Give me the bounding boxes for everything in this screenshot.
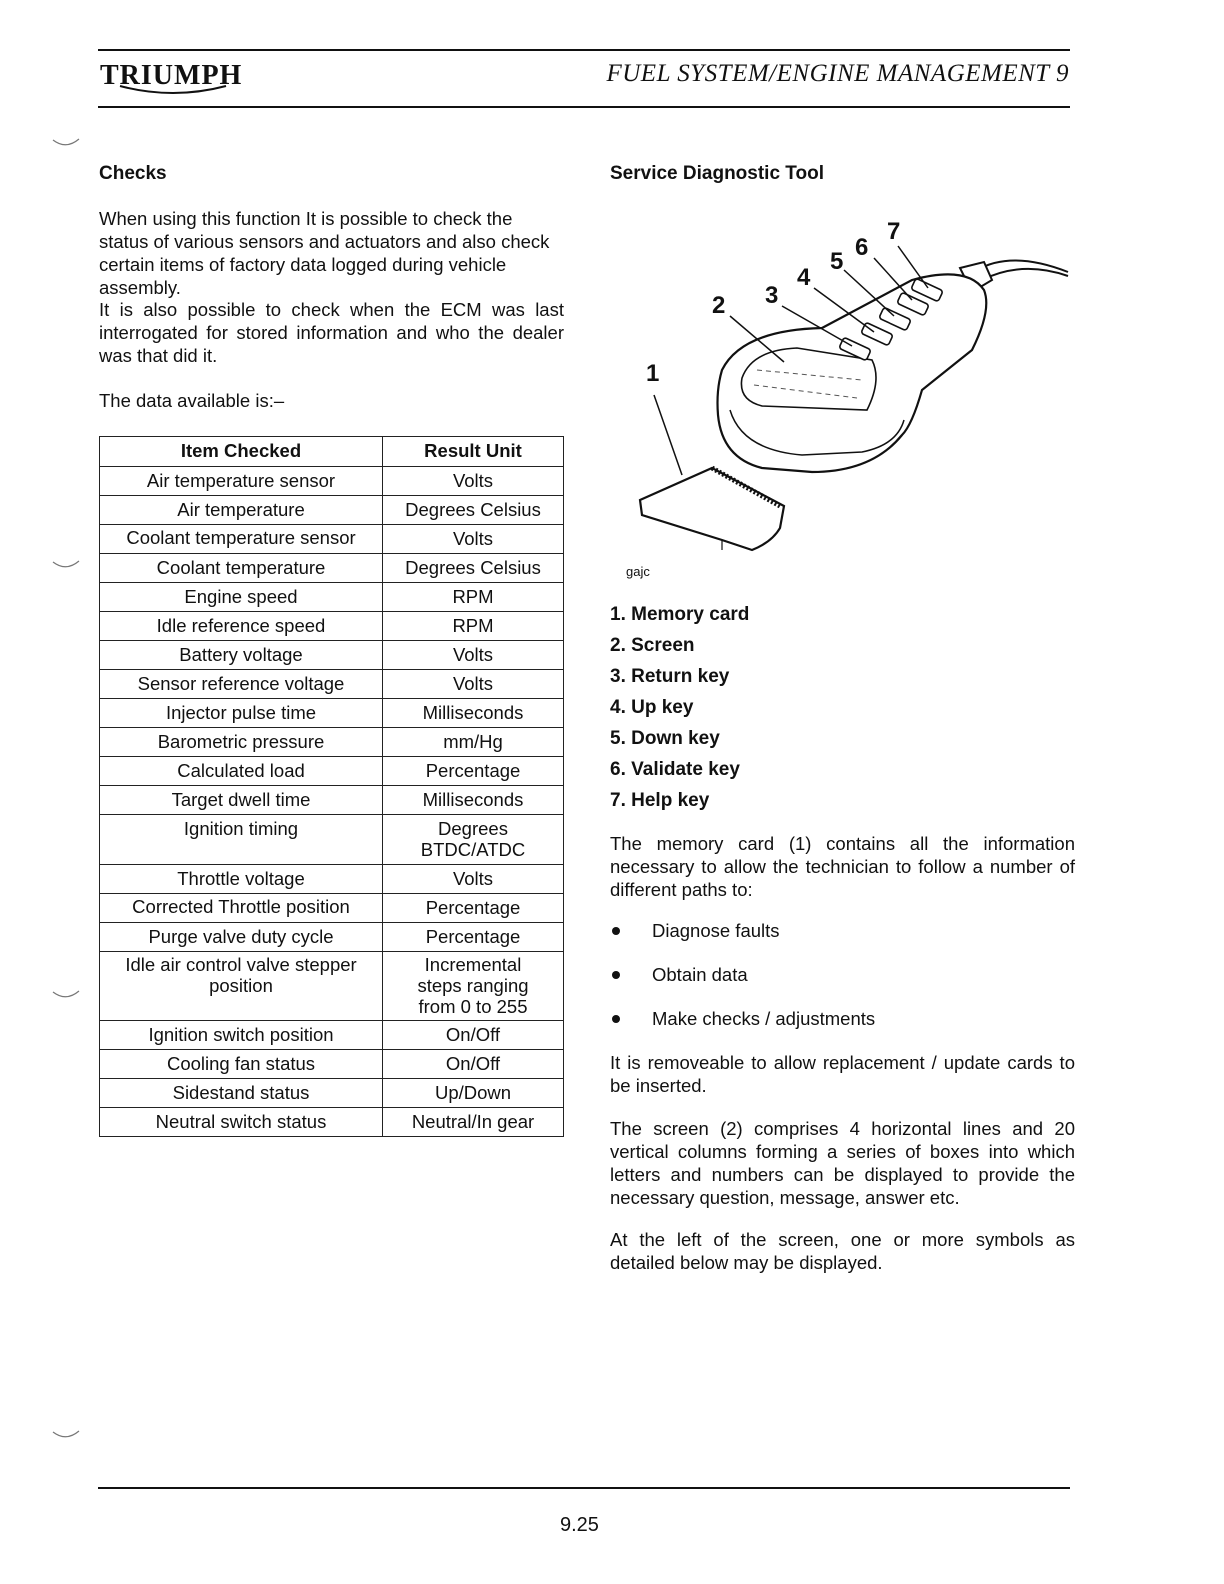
- table-row: [100, 815, 564, 865]
- callout-1: 1: [646, 360, 660, 387]
- unit-cell: Volts: [383, 865, 564, 894]
- footer-rule: [98, 1487, 1070, 1489]
- binder-mark-icon: [52, 560, 80, 570]
- table-row: [100, 496, 564, 525]
- table-row: [100, 952, 564, 1021]
- table-row: [100, 583, 564, 612]
- item-cell: Battery voltage: [100, 641, 383, 670]
- callout-5: 5: [830, 248, 844, 275]
- item-cell: Neutral switch status: [100, 1108, 383, 1137]
- list-item: 7. Help key: [610, 790, 710, 811]
- binder-mark-icon: [52, 990, 80, 1000]
- table-row: [100, 612, 564, 641]
- bullet-icon: [612, 971, 620, 979]
- list-item: 4. Up key: [610, 697, 694, 718]
- callout-6: 6: [855, 234, 869, 261]
- bullet-icon: [612, 1015, 620, 1023]
- checks-heading: Checks: [99, 163, 167, 184]
- table-row: [100, 1021, 564, 1050]
- unit-cell: Volts: [383, 467, 564, 496]
- item-cell: Air temperature: [100, 496, 383, 525]
- table-row: [100, 641, 564, 670]
- item-cell: Ignition timing: [100, 815, 383, 865]
- unit-cell: mm/Hg: [383, 728, 564, 757]
- unit-cell: Percentage: [383, 757, 564, 786]
- unit-cell: Incremental steps ranging from 0 to 255: [383, 952, 564, 1021]
- header-top-rule: [98, 49, 1070, 51]
- table-row: [100, 1050, 564, 1079]
- table-row: [100, 467, 564, 496]
- table-row: [100, 670, 564, 699]
- unit-cell: Volts: [383, 641, 564, 670]
- binder-mark-icon: [52, 138, 80, 148]
- table-row: [100, 728, 564, 757]
- item-cell: Engine speed: [100, 583, 383, 612]
- header-bottom-rule: [98, 106, 1070, 108]
- unit-cell: RPM: [383, 583, 564, 612]
- key-legend-list: [610, 603, 749, 820]
- list-item: 6. Validate key: [610, 759, 740, 780]
- unit-cell: Percentage: [383, 894, 564, 923]
- unit-cell: On/Off: [383, 1021, 564, 1050]
- unit-cell: RPM: [383, 612, 564, 641]
- ecm-interrogation-paragraph: It is also possible to check when the ECM was last interrogated for stored information and who the dealer was that did it.: [99, 299, 564, 366]
- memory-card-paragraph: The memory card (1) contains all the information necessary to allow the technician to follow a number of different paths to:: [610, 833, 1075, 900]
- removeable-paragraph: It is removeable to allow replacement / update cards to be inserted.: [610, 1052, 1075, 1096]
- item-cell: Target dwell time: [100, 786, 383, 815]
- triumph-logo: TRIUMPH: [100, 60, 242, 92]
- unit-cell: Milliseconds: [383, 699, 564, 728]
- binder-mark-icon: [52, 1430, 80, 1440]
- item-cell: Purge valve duty cycle: [100, 923, 383, 952]
- unit-cell: On/Off: [383, 1050, 564, 1079]
- service-tool-heading: Service Diagnostic Tool: [610, 163, 824, 184]
- checks-intro-paragraph: When using this function It is possible to check the status of various sensors and actuators and also check certain items of factory data logged during vehicle assembly.: [99, 208, 550, 298]
- data-available-label: The data available is:–: [99, 390, 285, 411]
- symbols-paragraph: At the left of the screen, one or more symbols as detailed below may be displayed.: [610, 1229, 1075, 1273]
- table-row: [100, 554, 564, 583]
- item-cell: Sidestand status: [100, 1079, 383, 1108]
- checks-table: [99, 436, 564, 1137]
- figure-caption: gajc: [626, 564, 650, 579]
- list-item: 1. Memory card: [610, 604, 750, 625]
- item-cell: Calculated load: [100, 757, 383, 786]
- table-header-row: [100, 437, 564, 467]
- unit-cell: Volts: [383, 670, 564, 699]
- item-cell: Idle air control valve stepper position: [100, 952, 383, 1021]
- table-row: [100, 699, 564, 728]
- item-cell: Throttle voltage: [100, 865, 383, 894]
- item-cell: Sensor reference voltage: [100, 670, 383, 699]
- unit-cell: Percentage: [383, 923, 564, 952]
- item-cell: Cooling fan status: [100, 1050, 383, 1079]
- table-row: [100, 894, 564, 923]
- list-item: Obtain data: [610, 963, 875, 1007]
- item-cell: Corrected Throttle position: [100, 894, 383, 923]
- unit-cell: Milliseconds: [383, 786, 564, 815]
- chapter-title: FUEL SYSTEM/ENGINE MANAGEMENT 9: [606, 60, 1069, 87]
- unit-cell: Degrees Celsius: [383, 554, 564, 583]
- list-item: Make checks / adjustments: [610, 1007, 875, 1051]
- list-item: Diagnose faults: [610, 919, 875, 963]
- item-cell: Coolant temperature sensor: [100, 525, 383, 554]
- list-item: 5. Down key: [610, 728, 720, 749]
- memory-card-uses-list: [610, 919, 875, 1051]
- unit-cell: Volts: [383, 525, 564, 554]
- table-row: [100, 1079, 564, 1108]
- logo-swoosh-icon: [118, 84, 228, 96]
- table-row: [100, 786, 564, 815]
- unit-cell: Neutral/In gear: [383, 1108, 564, 1137]
- item-cell: Injector pulse time: [100, 699, 383, 728]
- callout-3: 3: [765, 282, 779, 309]
- screen-paragraph: The screen (2) comprises 4 horizontal lines and 20 vertical columns forming a series of boxes into which letters and numbers can be displayed to provide the necessary question, message, answer etc.: [610, 1118, 1075, 1208]
- item-cell: Barometric pressure: [100, 728, 383, 757]
- table-row: [100, 923, 564, 952]
- table-row: [100, 865, 564, 894]
- unit-cell: Up/Down: [383, 1079, 564, 1108]
- table-row: [100, 525, 564, 554]
- diagnostic-tool-illustration: [612, 210, 1082, 580]
- callout-2: 2: [712, 292, 726, 319]
- page-number: 9.25: [560, 1514, 599, 1536]
- callout-4: 4: [797, 264, 811, 291]
- callout-7: 7: [887, 218, 901, 245]
- item-cell: Ignition switch position: [100, 1021, 383, 1050]
- list-item: 3. Return key: [610, 666, 730, 687]
- item-cell: Coolant temperature: [100, 554, 383, 583]
- item-cell: Air temperature sensor: [100, 467, 383, 496]
- table-row: [100, 757, 564, 786]
- column-header-item: Item Checked: [100, 437, 383, 467]
- bullet-icon: [612, 927, 620, 935]
- diagnostic-tool-drawing: [612, 210, 1082, 580]
- column-header-unit: Result Unit: [383, 437, 564, 467]
- table-row: [100, 1108, 564, 1137]
- item-cell: Idle reference speed: [100, 612, 383, 641]
- list-item: 2. Screen: [610, 635, 695, 656]
- unit-cell: Degrees BTDC/ATDC: [383, 815, 564, 865]
- unit-cell: Degrees Celsius: [383, 496, 564, 525]
